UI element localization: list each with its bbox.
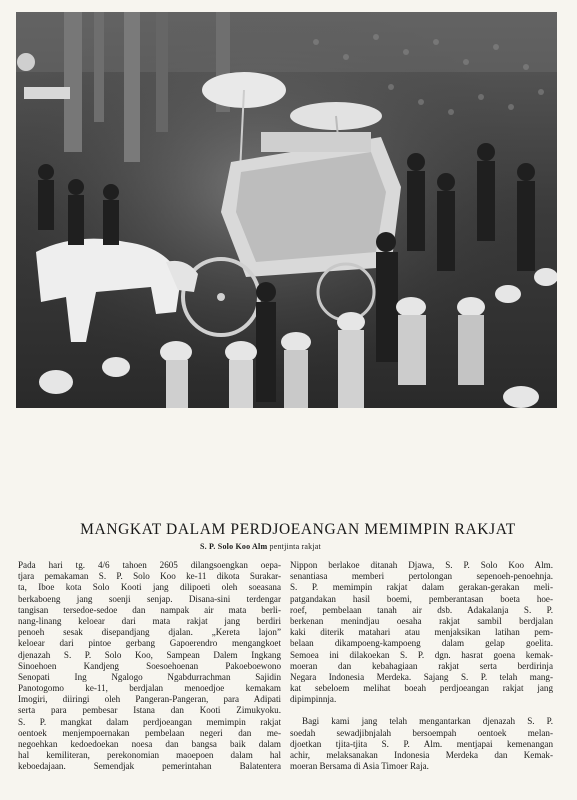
text-line: moeran dan kebahagiaan rakjat serta berdirinja [290,660,553,671]
text-line: ta, Iboe kota Solo Kooti jang dilipoeti oleh soeasana [18,582,281,593]
text-line: kaki diterik matahari atau menjaksikan latihan pem- [290,627,553,638]
text-line: belaan dikampoeng-kampoeng dalam gelap goelita. [290,638,553,649]
text-line: dipimpinnja. [290,694,337,705]
text-line: hal kemiliteran, perekonomian maoepoen dalam hal [18,750,281,761]
text-line: S. P. memimpin rakjat dalam gerakan-gerakan meli- [290,582,553,593]
text-line: soedah sewadjibnjalah bersoempah oentoek melan- [290,727,553,738]
text-line: serta para pembesar Istana dan Kooti Zimukyoku. [18,705,281,716]
text-line: Sinoehoen Kandjeng Soesoehoenan Pakoeboewono [18,660,281,671]
funeral-procession-photo [16,12,557,408]
text-line: Pada hari tg. 4/6 tahoen 2605 dilangsoengkan oepa- [18,560,281,570]
article-column-right [290,560,553,772]
text-line: djenazah S. P. Solo Koo, Sampean Dalem Ingkang [18,649,281,660]
text-line: keloear dari pintoe gerbang Gapoerendro mengangkoet [18,638,281,649]
text-line: berkaboeng jang soenji senjap. Disana-sini terdengar [18,593,281,604]
article-title: MANGKAT DALAM PERDJOEANGAN MEMIMPIN RAKJAT [80,521,516,538]
text-line: Semoea ini dilakoekan S. P. dgn. hasrat goena kemak- [290,649,553,660]
text-line: moeran Bersama di Asia Timoer Raja. [290,761,429,772]
text-line: penoeh sesak disepandjang djalan. „Kereta lajon” [18,627,281,638]
text-line: S. P. mangkat dalam perdjoeangan memimpin rakjat [18,716,281,727]
text-line: berkenan menindjau oesaha rakjat sambil berdjalan [290,615,553,626]
text-line: patgandakan hasil boemi, pemberantasan boeta hoe- [290,593,553,604]
text-line: Nippon berlakoe ditanah Djawa, S. P. Solo Koo Alm. [290,560,553,570]
text-line: oentoek menjempoernakan pembelaan negeri dan me- [18,727,281,738]
article-column-left [18,560,281,773]
text-line: kat sebeloem melihat boeah perdjoeangan rakjat jang [290,683,553,694]
text-line: senantiasa memberi pertolongan sepenoeh-penoehnja. [290,571,553,582]
text-line: achir, melaksanakan Indonesia Merdeka dan Kemak- [290,750,553,760]
text-line: Senopati Ing Ngalogo Ngabdurrachman Sajidin [18,671,281,682]
text-line: Bagi kami jang telah mengantarkan djenazah S. P. [302,716,553,727]
article-byline [200,542,321,551]
text-line: Imogiri, diiringi oleh Pangeran-Pangeran, para Adipati [18,694,281,705]
paragraph-gap [290,705,553,716]
text-line: negoehkan kedoedoekan noesa dan bangsa baik dalam [18,739,281,749]
procession-image [16,12,557,408]
text-line: djoetkan tjita-tjita S. P. Alm. mentjapai kemenangan [290,738,553,749]
text-line: Panotogomo ke-11, berdjalan menoedjoe kemakam [18,683,281,694]
text-line: tangisan tersedoe-sedoe dan nampak air mata berli- [18,604,281,615]
text-line: roef, pembelaan tanah air dsb. Adakalanja S. P. [290,604,553,615]
byline-name: S. P. Solo Koo Alm [200,542,268,551]
text-line: tjara pemakaman S. P. Solo Koo ke-11 dikota Surakar- [18,571,281,582]
byline-subtitle: pentjinta rakjat [269,542,321,551]
text-line: Negara Indonesia Merdeka. Sajang S. P. telah mang- [290,671,553,682]
text-line: keboedajaan. Semendjak pemerintahan Balatentera [18,761,281,772]
text-line: nang-linang keloear dari mata rakjat jang berdiri [18,615,281,626]
